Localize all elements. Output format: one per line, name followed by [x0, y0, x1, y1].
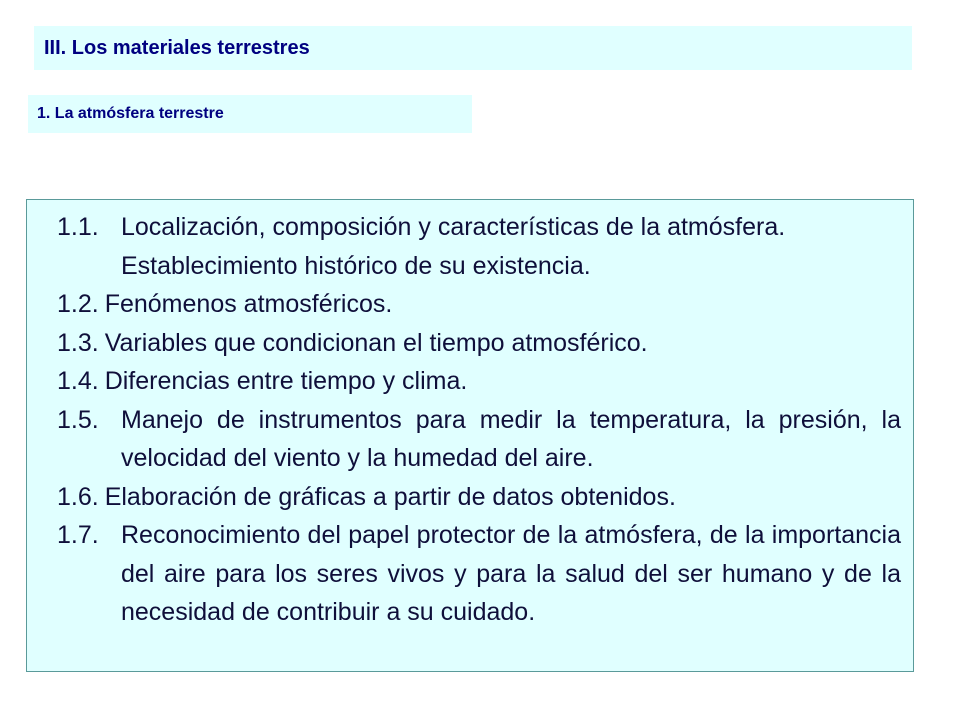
topics-panel: [26, 199, 914, 672]
topics-list: [57, 208, 901, 632]
section-title: III. Los materiales terrestres: [44, 36, 310, 59]
subsection-title: 1. La atmósfera terrestre: [37, 105, 224, 122]
topic-item: [57, 516, 901, 632]
topic-text: Fenómenos atmosféricos.: [104, 290, 393, 318]
topic-number: 1.2.: [57, 290, 99, 318]
topic-text: Elaboración de gráficas a partir de datos obtenidos.: [104, 482, 676, 511]
topic-item: [57, 208, 901, 285]
topic-text: Manejo de instrumentos para medir la temperatura, la presión, la velocidad del viento y la humedad del aire.: [121, 405, 901, 472]
topic-text: Variables que condicionan el tiempo atmosférico.: [104, 328, 648, 357]
topic-number: 1.1.: [57, 213, 99, 241]
topic-number: 1.3.: [57, 328, 99, 357]
topic-number: 1.5.: [57, 405, 99, 434]
topic-number: 1.6.: [57, 482, 99, 511]
topic-text: Localización, composición y características de la atmósfera. Establecimiento histórico de su existencia.: [121, 213, 786, 280]
subsection-title-bar: [28, 95, 472, 133]
topic-item: [57, 324, 901, 363]
topic-item: [57, 478, 901, 517]
topic-text: Diferencias entre tiempo y clima.: [104, 367, 468, 395]
topic-item: [57, 401, 901, 478]
topic-number: 1.7.: [57, 521, 99, 549]
topic-number: 1.4.: [57, 367, 99, 395]
topic-item: [57, 285, 901, 324]
topic-item: [57, 362, 901, 401]
section-title-bar: [34, 26, 912, 70]
topic-text: Reconocimiento del papel protector de la atmósfera, de la importancia del aire para los seres vivos y para la salud del ser humano y de la necesidad de contribuir a su cuidado.: [121, 521, 901, 626]
